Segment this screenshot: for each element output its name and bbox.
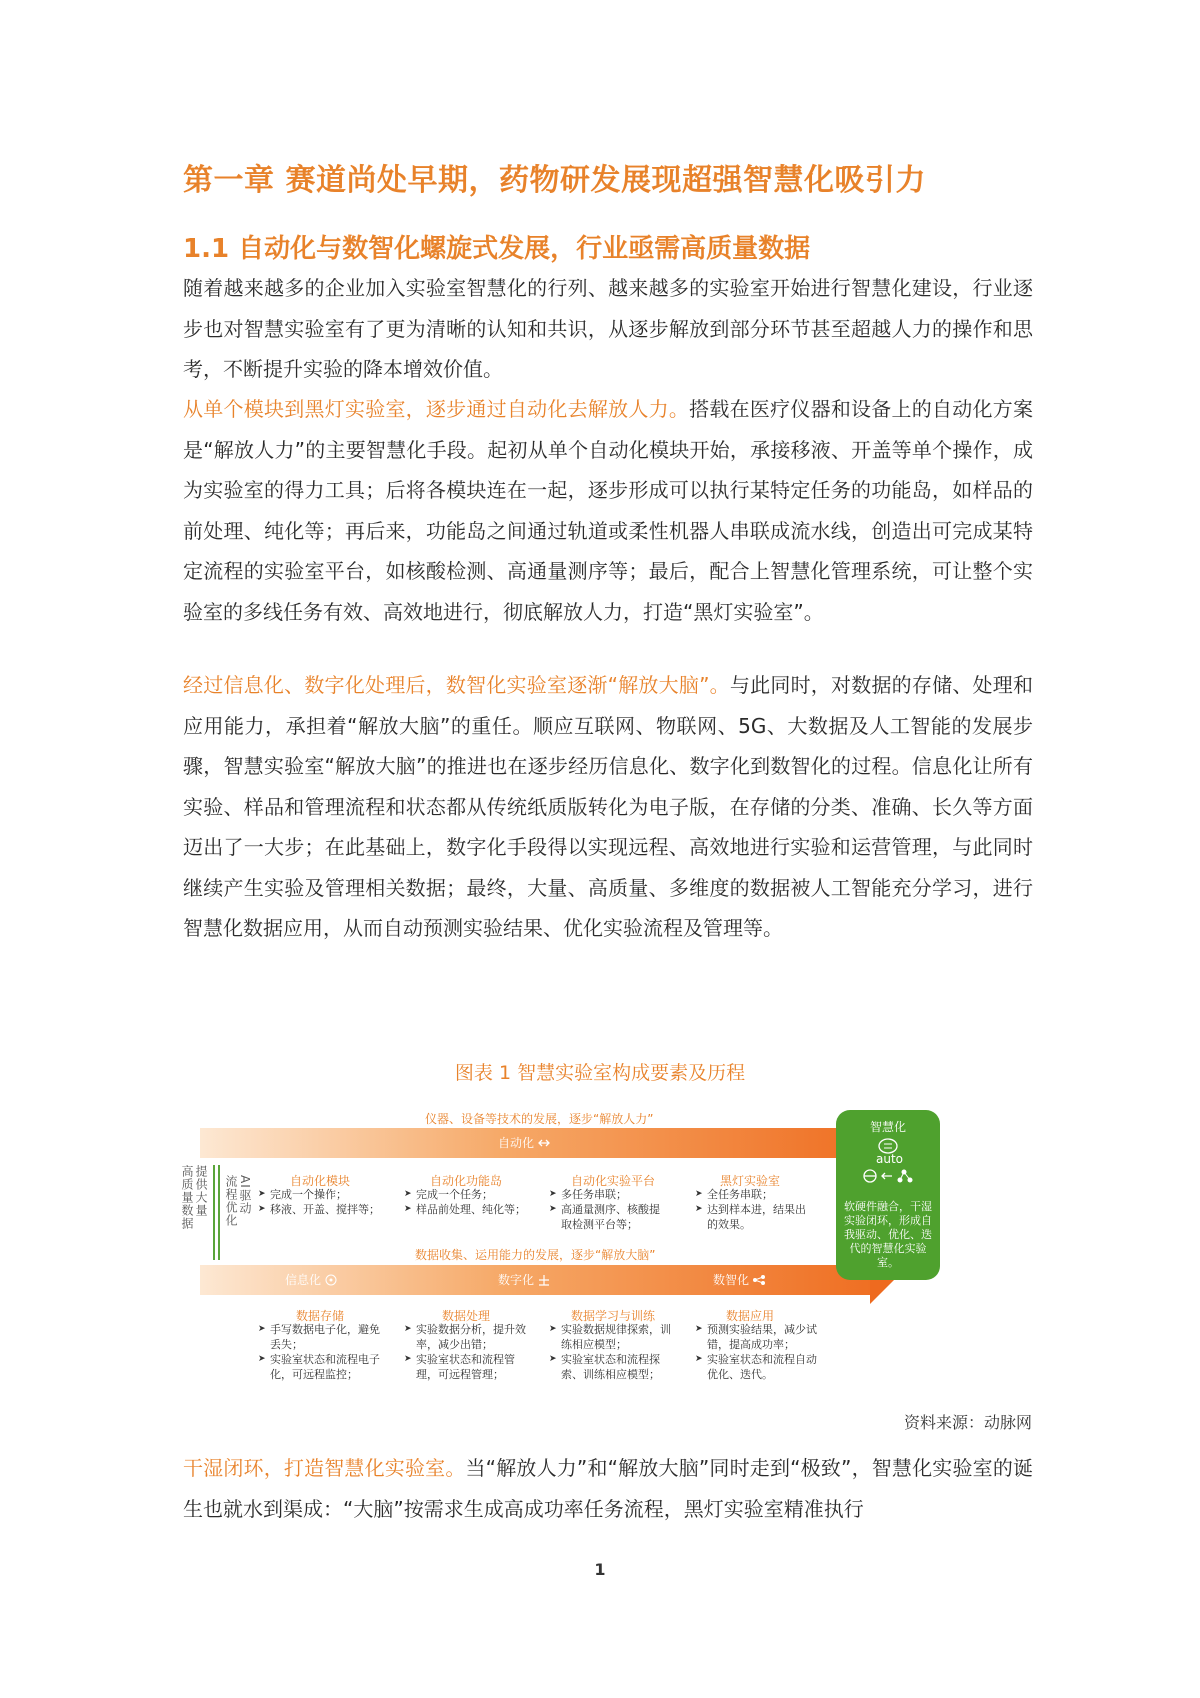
- paragraph-body: 搭载在医疗仪器和设备上的自动化方案是“解放人力”的主要智慧化手段。起初从单个自动化模块开始，承接移液、开盖等单个操作，成为实验室的得力工具；后将各模块连在一起，逐步形成可以执行某特定任务的功能岛，如样品的前处理、纯化等；再后来，功能岛之间通过轨道或柔性机器人串联成流水线，创造出可完成某特定流程的实验室平台，如核酸检测、高通量测序等；最后，配合上智慧化管理系统，可让整个实验室的多线任务有效、高效地进行，彻底解放人力，打造“黑灯实验室”。: [183, 397, 1034, 624]
- paragraph-intro: 随着越来越多的企业加入实验室智慧化的行列、越来越多的实验室开始进行智慧化建设，行业逐步也对智慧实验室有了更为清晰的认知和共识，从逐步解放到部分环节甚至超越人力的操作和思考，不断提升实验的降本增效价值。: [183, 276, 1033, 381]
- col-title-data-storage: 数据存储: [295, 1309, 344, 1323]
- network-icon: [537, 1274, 551, 1286]
- link-icon: [537, 1137, 551, 1149]
- page-number: 1: [594, 1560, 606, 1579]
- smart-lab-title: 智慧化: [869, 1120, 906, 1134]
- section-title: 1.1 自动化与数智化螺旋式发展，行业亟需高质量数据: [183, 234, 811, 264]
- paragraph-automation: [183, 389, 1033, 632]
- list-item: ➤ 完成一个任务；: [404, 1187, 554, 1202]
- disc-icon: [324, 1274, 338, 1286]
- col-title-data-learning: 数据学习与训练: [570, 1309, 655, 1323]
- col-title-auto-module: 自动化模块: [289, 1174, 350, 1188]
- source-note: 资料来源：动脉网: [903, 1413, 1032, 1432]
- col-list-data-processing: [404, 1322, 526, 1382]
- col-list-data-learning: [549, 1322, 674, 1382]
- digital-intelligence-label: 数智化: [713, 1271, 766, 1288]
- col-title-data-processing: 数据处理: [441, 1309, 490, 1323]
- paragraph-highlight: 经过信息化、数字化处理后，数智化实验室逐渐“解放大脑”。: [183, 673, 730, 697]
- list-item: ➤ 实验室状态和流程探索、训练相应模型；: [549, 1352, 674, 1382]
- left-label-provide: 提供大量: [194, 1165, 208, 1217]
- paragraph-digital: [183, 665, 1033, 949]
- top-arrow-caption: 仪器、设备等技术的发展，逐步“解放人力”: [425, 1112, 654, 1126]
- col-list-auto-platform: [549, 1187, 669, 1232]
- lab-evolution-diagram: [180, 1110, 1030, 1385]
- paragraph-closed-loop: [183, 1448, 1033, 1529]
- smart-lab-description: 软硬件融合，干湿实验闭环，形成自我驱动、优化、迭代的智慧化实验室。: [844, 1200, 932, 1269]
- vertical-line-left: [213, 1165, 215, 1260]
- col-list-data-application: [695, 1322, 820, 1382]
- list-item: ➤ 达到样本进，结果出的效果。: [695, 1202, 813, 1232]
- list-item: ➤ 全任务串联；: [695, 1187, 813, 1202]
- paragraph-highlight: 干湿闭环，打造智慧化实验室。: [183, 1456, 466, 1480]
- col-title-auto-platform: 自动化实验平台: [570, 1174, 655, 1188]
- mid-arrow-caption: 数据收集、运用能力的发展，逐步“解放大脑”: [415, 1248, 656, 1262]
- list-item: ➤ 高通量测序、核酸提取检测平台等；: [549, 1202, 669, 1232]
- digitization-label: 数字化: [498, 1271, 551, 1288]
- left-label-quality-data: 高质量数据: [180, 1165, 194, 1230]
- col-list-dark-lab: [695, 1187, 813, 1232]
- list-item: ➤ 完成一个操作；: [258, 1187, 408, 1202]
- list-item: ➤ 实验数据规律探索，训练相应模型；: [549, 1322, 674, 1352]
- left-label-ai: AI驱动: [238, 1175, 252, 1215]
- col-list-data-storage: [258, 1322, 383, 1382]
- list-item: ➤ 样品前处理、纯化等；: [404, 1202, 554, 1217]
- col-title-auto-island: 自动化功能岛: [429, 1174, 502, 1188]
- figure-title: 图表 1 智慧实验室构成要素及历程: [454, 1062, 746, 1084]
- list-item: ➤ 实验室状态和流程电子化，可远程监控；: [258, 1352, 383, 1382]
- list-item: ➤ 实验室状态和流程自动优化、迭代。: [695, 1352, 820, 1382]
- paragraph-body: 当“解放人力”和“解放大脑”同时走到“极致”，智慧化实验室的诞生也就水到渠成：“大脑”按需求生成高成功率任务流程，黑灯实验室精准执行: [183, 1456, 1034, 1521]
- chapter-title: 第一章 赛道尚处早期，药物研发展现超强智慧化吸引力: [183, 163, 926, 198]
- automation-label-text: 自动化: [498, 1136, 535, 1150]
- col-title-data-application: 数据应用: [725, 1309, 774, 1323]
- paragraph-body: 与此同时，对数据的存储、处理和应用能力，承担着“解放大脑”的重任。顺应互联网、物联网、5G、大数据及人工智能的发展步骤，智慧实验室“解放大脑”的推进也在逐步经历信息化、数字化到数智化的过程。信息化让所有实验、样品和管理流程和状态都从传统纸质版转化为电子版，在存储的分类、准确、长久等方面迈出了一大步；在此基础上，数字化手段得以实现远程、高效地进行实验和运营管理，与此同时继续产生实验及管理相关数据；最终，大量、高质量、多维度的数据被人工智能充分学习，进行智慧化数据应用，从而自动预测实验结果、优化实验流程及管理等。: [183, 673, 1033, 940]
- informatization-label: 信息化: [285, 1271, 338, 1288]
- list-item: ➤ 移液、开盖、搅拌等；: [258, 1202, 408, 1217]
- col-list-auto-island: [404, 1187, 554, 1217]
- list-item: ➤ 实验室状态和流程管理，可远程管理；: [404, 1352, 526, 1382]
- brain-loop-icon: [858, 1136, 918, 1196]
- list-item: ➤ 手写数据电子化，避免丢失；: [258, 1322, 383, 1352]
- smart-lab-box: [836, 1110, 940, 1280]
- list-item: ➤ 实验数据分析，提升效率，减少出错；: [404, 1322, 526, 1352]
- left-label-flow: 流程优化: [224, 1175, 238, 1227]
- list-item: ➤ 预测实验结果，减少试错，提高成功率；: [695, 1322, 820, 1352]
- list-item: ➤ 多任务串联；: [549, 1187, 669, 1202]
- col-list-auto-module: [258, 1187, 408, 1217]
- paragraph-highlight: 从单个模块到黑灯实验室，逐步通过自动化去解放人力。: [183, 397, 690, 421]
- nodes-icon: [752, 1274, 766, 1286]
- automation-arrow-label: [498, 1134, 551, 1151]
- col-title-dark-lab: 黑灯实验室: [719, 1174, 780, 1188]
- auto-label: auto: [876, 1152, 904, 1166]
- vertical-line-right: [218, 1165, 220, 1260]
